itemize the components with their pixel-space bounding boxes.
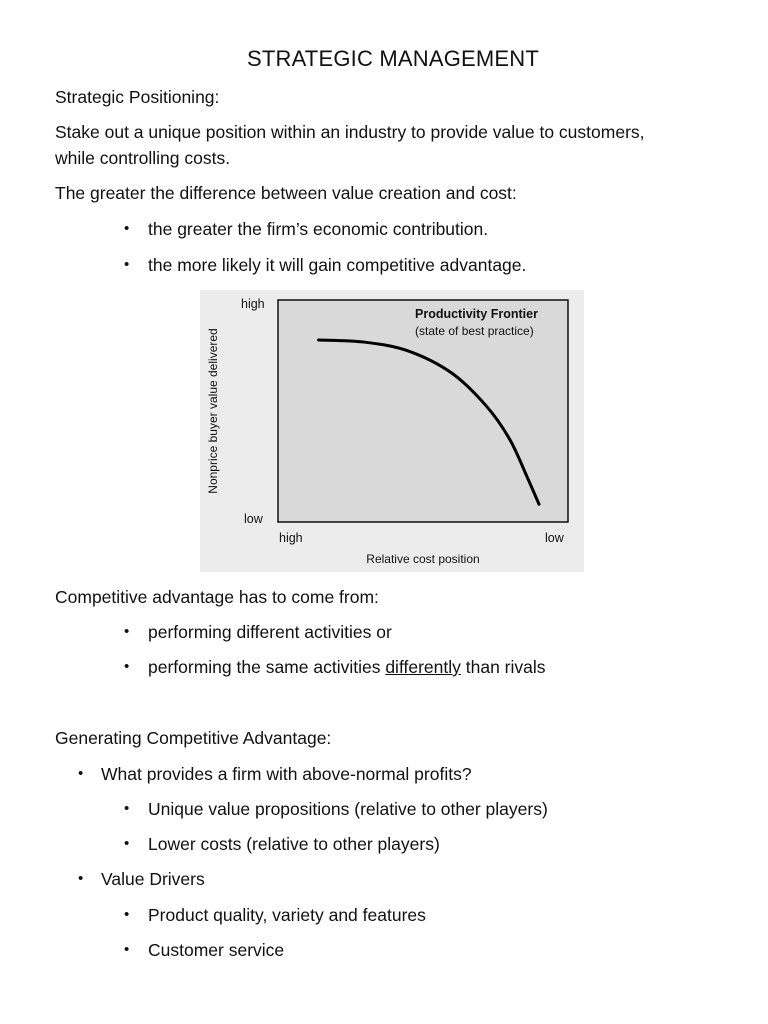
bullet-marker: • bbox=[124, 623, 130, 640]
page-title: STRATEGIC MANAGEMENT bbox=[246, 46, 540, 71]
advantage-bullet-2-post: than rivals bbox=[460, 657, 546, 677]
value-drivers-item: Value Drivers bbox=[101, 869, 205, 889]
chart-title: Productivity Frontier bbox=[415, 307, 538, 321]
y-tick-label-low: low bbox=[244, 512, 263, 526]
value-cost-bullet-2: the more likely it will gain competitive advantage. bbox=[148, 255, 527, 275]
advantage-bullet-2 bbox=[148, 656, 546, 678]
bullet-marker: • bbox=[124, 835, 130, 852]
bullet-marker: • bbox=[78, 765, 84, 782]
advantage-bullet-2-pre: performing the same activities bbox=[148, 657, 386, 677]
x-axis-label: Relative cost position bbox=[366, 552, 480, 566]
value-driver-2: Customer service bbox=[148, 940, 285, 960]
y-axis-label: Nonprice buyer value delivered bbox=[206, 328, 220, 494]
positioning-paragraph-line2: while controlling costs. bbox=[55, 148, 231, 168]
y-tick-label-high: high bbox=[241, 297, 265, 311]
bullet-marker: • bbox=[124, 941, 130, 958]
bullet-marker: • bbox=[124, 256, 130, 273]
positioning-paragraph-line1: Stake out a unique position within an industry to provide value to customers, bbox=[55, 122, 645, 142]
bullet-marker: • bbox=[78, 870, 84, 887]
productivity-frontier-chart bbox=[200, 290, 584, 572]
generating-advantage-heading: Generating Competitive Advantage: bbox=[55, 728, 332, 748]
bullet-marker: • bbox=[124, 220, 130, 237]
bullet-marker: • bbox=[124, 658, 130, 675]
differently-underlined: differently bbox=[385, 657, 461, 677]
bullet-marker: • bbox=[124, 800, 130, 817]
bullet-marker: • bbox=[124, 906, 130, 923]
strategic-positioning-heading: Strategic Positioning: bbox=[55, 87, 220, 107]
value-driver-1: Product quality, variety and features bbox=[148, 905, 426, 925]
profits-question: What provides a firm with above-normal profits? bbox=[101, 764, 472, 784]
value-cost-paragraph: The greater the difference between value creation and cost: bbox=[55, 183, 517, 203]
chart-subtitle: (state of best practice) bbox=[415, 324, 534, 338]
competitive-advantage-heading: Competitive advantage has to come from: bbox=[55, 587, 379, 607]
x-tick-label-low: low bbox=[545, 531, 564, 545]
value-cost-bullet-1: the greater the firm’s economic contribution. bbox=[148, 219, 489, 239]
profits-item-2: Lower costs (relative to other players) bbox=[148, 834, 440, 854]
x-tick-label-high: high bbox=[279, 531, 303, 545]
advantage-bullet-1: performing different activities or bbox=[148, 622, 392, 642]
profits-item-1: Unique value propositions (relative to other players) bbox=[148, 799, 548, 819]
